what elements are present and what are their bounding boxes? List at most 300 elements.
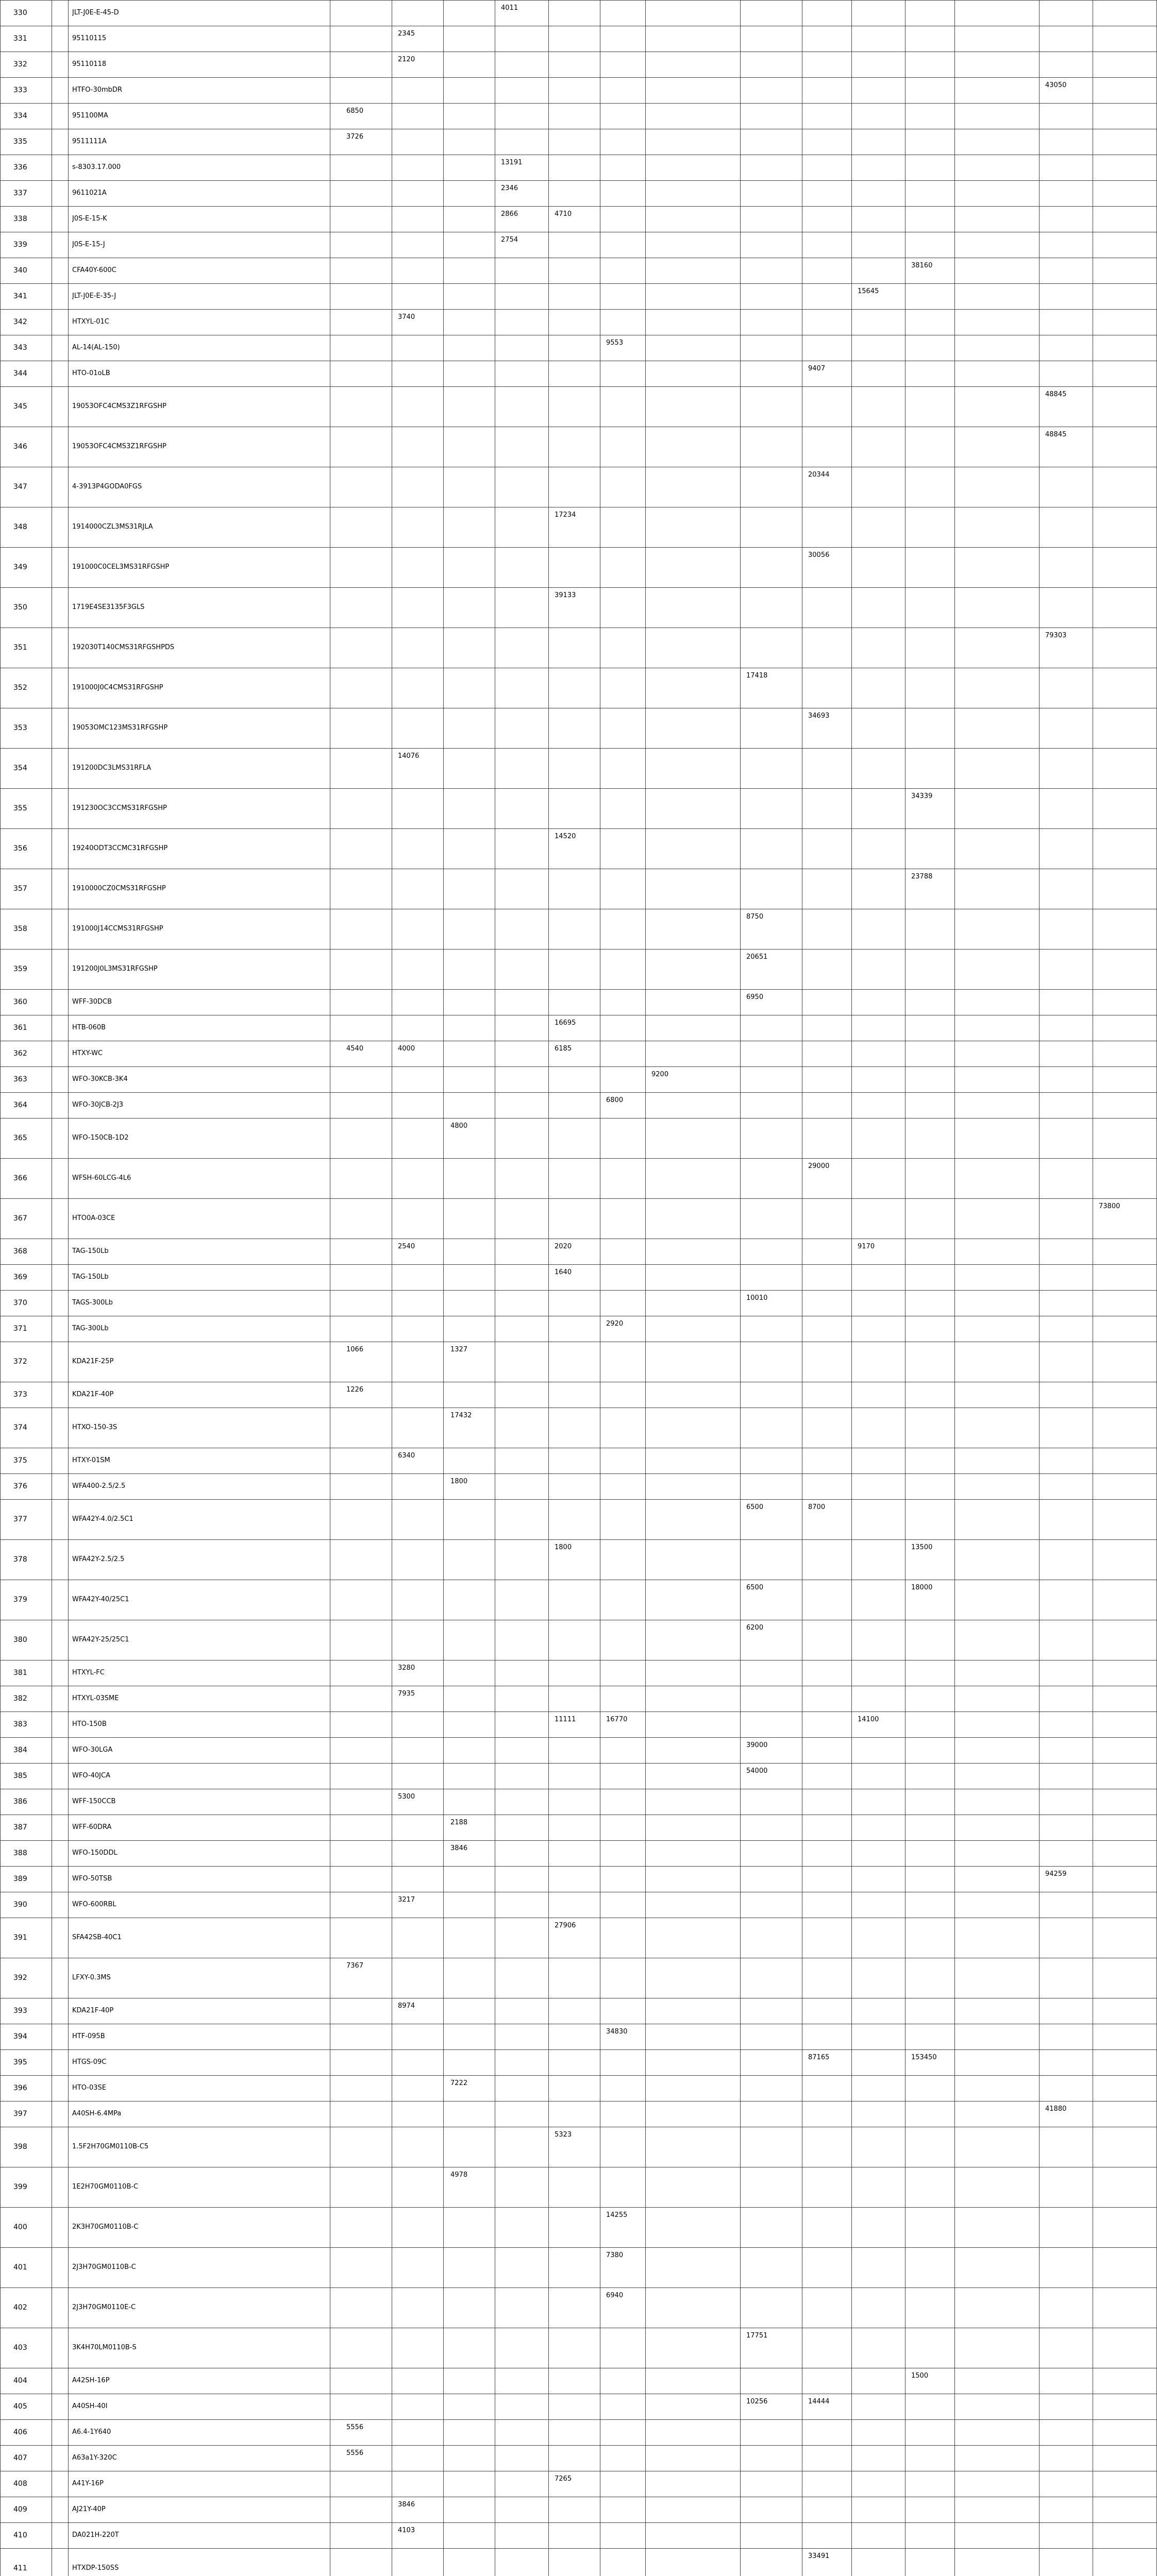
price-value: 6185 [555,1045,572,1052]
price-value: 54000 [746,1768,768,1774]
table-row [0,2049,1157,2076]
table-row [0,467,1157,507]
item-model: 19053OFC4CMS3Z1RFGSHP [72,403,166,410]
item-model: 1914000CZL3MS31RJLA [72,523,153,530]
item-model: 19240ODT3CCMC31RFGSHP [72,845,168,852]
row-number: 332 [13,61,27,68]
row-number: 375 [13,1457,27,1464]
table-row [0,1789,1157,1815]
price-value: 1800 [450,1478,468,1485]
row-number: 385 [13,1772,27,1780]
item-model: 9511111A [72,138,107,145]
table-row [0,1408,1157,1448]
price-value: 5300 [398,1793,415,1800]
row-number: 407 [13,2454,27,2462]
table-row [0,507,1157,548]
price-value: 14255 [606,2212,628,2218]
row-number: 369 [13,1274,27,1281]
price-value: 8700 [808,1504,826,1511]
row-number: 362 [13,1050,27,1057]
table-row [0,26,1157,52]
price-value: 34830 [606,2028,628,2035]
table-row [0,206,1157,232]
row-number: 403 [13,2344,27,2351]
item-model: HTO-03SE [72,2084,107,2091]
row-number: 406 [13,2429,27,2436]
table-row [0,2127,1157,2167]
item-model: HTXYL-03SME [72,1695,119,1702]
table-row [0,1620,1157,1660]
price-value: 16770 [606,1716,628,1723]
item-model: HTXO-150-3S [72,1424,118,1431]
table-row [0,788,1157,829]
row-number: 356 [13,845,27,852]
price-value: 17432 [450,1412,472,1419]
price-value: 8974 [398,2003,415,2009]
price-value: 5556 [346,2424,364,2431]
row-number: 354 [13,765,27,772]
table-row [0,989,1157,1015]
table-row [0,2328,1157,2368]
item-model: WFA42Y-4.0/2.5C1 [72,1516,133,1522]
price-value: 6340 [398,1452,415,1459]
price-value: 7367 [346,1962,364,1969]
price-value: 14444 [808,2398,830,2405]
item-model: HTXDP-150SS [72,2565,119,2571]
item-model: TAG-150Lb [72,1274,109,1280]
item-model: CFA40Y-600C [72,267,116,274]
table-row [0,180,1157,207]
price-value: 7222 [450,2080,468,2087]
table-row [0,1660,1157,1686]
row-number: 366 [13,1175,27,1182]
table-row [0,2522,1157,2549]
row-number: 408 [13,2480,27,2487]
price-value: 6800 [606,1097,624,1104]
table-row [0,2101,1157,2127]
item-model: TAG-300Lb [72,1325,109,1332]
table-row [0,1382,1157,1408]
item-model: 1E2H70GM0110B-C [72,2183,139,2190]
row-number: 389 [13,1875,27,1883]
item-model: A40SH-40I [72,2403,108,2410]
row-number: 373 [13,1391,27,1398]
table-row [0,0,1157,26]
table-row [0,668,1157,708]
price-value: 2866 [501,211,518,217]
row-number: 372 [13,1358,27,1365]
price-value: 8750 [746,913,764,920]
row-number: 336 [13,164,27,171]
price-value: 3846 [398,2501,415,2508]
row-number: 380 [13,1636,27,1643]
item-model: J0S-E-15-K [72,215,107,222]
table-row [0,1539,1157,1580]
item-model: AL-14(AL-150) [72,344,120,351]
price-value: 23788 [911,873,933,880]
price-value: 4800 [450,1123,468,1129]
price-value: 48845 [1045,391,1067,398]
price-value: 5323 [555,2131,572,2138]
item-model: HTO-150B [72,1721,107,1727]
price-value: 2754 [501,236,518,243]
table-row [0,587,1157,628]
row-number: 392 [13,1974,27,1981]
table-row [0,283,1157,310]
row-number: 347 [13,483,27,490]
row-number: 384 [13,1747,27,1754]
table-row [0,949,1157,990]
price-value: 4011 [501,5,518,11]
item-model: 191200J0L3MS31RFGSHP [72,965,158,972]
table-row [0,386,1157,427]
price-value: 3740 [398,314,415,320]
table-row [0,1239,1157,1265]
table-row [0,1686,1157,1712]
item-model: 2J3H70GM0110E-C [72,2304,136,2311]
row-number: 367 [13,1215,27,1222]
price-value: 43050 [1045,82,1067,89]
item-model: 4-3913P4GODA0FGS [72,483,142,490]
row-number: 344 [13,370,27,377]
table-row [0,1840,1157,1867]
price-value: 2345 [398,30,415,37]
row-number: 404 [13,2377,27,2384]
price-value: 87165 [808,2054,830,2061]
price-value: 3217 [398,1896,415,1903]
price-value: 79303 [1045,632,1067,639]
table-row [0,1198,1157,1239]
item-model: JLT-J0E-E-45-D [72,9,119,16]
price-value: 4000 [398,1045,415,1052]
price-value: 9553 [606,340,624,346]
item-model: WFA42Y-25/25C1 [72,1636,129,1643]
item-model: KDA21F-25P [72,1358,114,1365]
row-number: 349 [13,564,27,571]
row-number: 377 [13,1516,27,1523]
item-model: WFF-30DCB [72,998,112,1005]
item-model: WFF-150CCB [72,1798,116,1805]
table-row [0,1066,1157,1093]
price-value: 94259 [1045,1871,1067,1877]
price-value: 39000 [746,1742,768,1749]
item-model: 95110115 [72,35,107,42]
item-model: WFO-30LGA [72,1747,113,1753]
price-value: 10010 [746,1295,768,1301]
item-model: DA021H-220T [72,2532,119,2538]
row-number: 339 [13,241,27,248]
item-model: HTXYL-01C [72,318,109,325]
row-number: 396 [13,2084,27,2092]
price-value: 1800 [555,1544,572,1551]
price-value: 2020 [555,1243,572,1250]
item-model: HTO-01oLB [72,370,110,377]
table-row [0,1290,1157,1316]
table-row [0,1015,1157,1041]
row-number: 340 [13,267,27,274]
row-number: 374 [13,1424,27,1431]
table-row [0,1092,1157,1118]
price-value: 6950 [746,994,764,1001]
item-model: JLT-J0E-E-35-J [72,293,116,299]
item-model: WFO-50TSB [72,1875,112,1882]
price-value: 2346 [501,185,518,192]
row-number: 353 [13,724,27,732]
row-number: 346 [13,443,27,450]
item-model: HTXYL-FC [72,1669,105,1676]
item-model: 19053OFC4CMS3Z1RFGSHP [72,443,166,450]
table-row [0,2497,1157,2523]
price-value: 2188 [450,1819,468,1826]
item-model: HTGS-09C [72,2059,107,2065]
item-model: A42SH-16P [72,2377,110,2384]
row-number: 345 [13,403,27,410]
row-number: 394 [13,2033,27,2040]
table-row [0,258,1157,284]
price-value: 6500 [746,1584,764,1591]
price-value: 9200 [651,1071,669,1078]
item-model: 192030T140CMS31RFGSHPDS [72,644,175,651]
price-value: 2120 [398,56,415,63]
row-number: 337 [13,190,27,197]
table-row [0,361,1157,387]
price-value: 48845 [1045,431,1067,438]
item-model: 9611021A [72,190,107,196]
item-model: WFF-60DRA [72,1824,112,1831]
row-number: 370 [13,1299,27,1307]
row-number: 390 [13,1901,27,1908]
item-model: A63a1Y-320C [72,2454,117,2461]
item-model: 191000J14CCMS31RFGSHP [72,925,163,932]
price-value: 16695 [555,1020,576,1026]
price-value: 15645 [858,288,879,295]
table-row [0,628,1157,668]
table-row [0,547,1157,588]
price-value: 29000 [808,1163,830,1170]
table-row [0,155,1157,181]
table-row [0,1118,1157,1159]
row-number: 405 [13,2403,27,2410]
table-row [0,232,1157,258]
table-row [0,2471,1157,2497]
table-row [0,2024,1157,2050]
item-model: J0S-E-15-J [72,241,105,248]
row-number: 399 [13,2183,27,2191]
item-model: HTXY-01SM [72,1457,110,1464]
table-row [0,1866,1157,1892]
price-value: 4103 [398,2527,415,2534]
price-value: 1500 [911,2372,929,2379]
price-value: 10256 [746,2398,768,2405]
price-value: 18000 [911,1584,933,1591]
price-value: 4978 [450,2172,468,2178]
row-number: 371 [13,1325,27,1332]
table-row [0,1041,1157,1067]
price-value: 34339 [911,793,933,800]
row-number: 355 [13,805,27,812]
price-value: 6200 [746,1624,764,1631]
table-row [0,1316,1157,1342]
item-model: s-8303.17.000 [72,164,121,171]
row-number: 348 [13,523,27,531]
table-row [0,2207,1157,2248]
row-number: 382 [13,1695,27,1702]
price-value: 20344 [808,471,830,478]
table-row [0,1342,1157,1382]
row-number: 364 [13,1101,27,1109]
item-model: HTF-095B [72,2033,105,2040]
price-value: 73800 [1099,1203,1120,1210]
price-value: 11111 [555,1716,576,1723]
table-row [0,1158,1157,1199]
row-number: 363 [13,1076,27,1083]
row-number: 381 [13,1669,27,1676]
row-number: 401 [13,2264,27,2271]
item-model: A6.4-1Y640 [72,2429,111,2435]
price-value: 17234 [555,512,576,518]
item-model: 3K4H70LM0110B-S [72,2344,137,2351]
row-number: 351 [13,644,27,651]
table-row [0,1473,1157,1500]
price-value: 153450 [911,2054,937,2061]
table-row [0,1918,1157,1958]
table-row [0,2548,1157,2576]
table-row [0,129,1157,155]
price-value: 7935 [398,1690,415,1697]
row-number: 379 [13,1596,27,1603]
table-row [0,335,1157,361]
row-number: 395 [13,2059,27,2066]
row-number: 342 [13,318,27,326]
price-value: 14100 [858,1716,879,1723]
item-model: WFO-600RBL [72,1901,116,1908]
row-number: 338 [13,215,27,223]
row-number: 409 [13,2506,27,2513]
row-number: 360 [13,998,27,1006]
table-row [0,828,1157,869]
price-value: 5556 [346,2450,364,2456]
row-number: 376 [13,1483,27,1490]
price-value: 39133 [555,592,576,599]
table-row [0,2247,1157,2288]
item-model: 2J3H70GM0110B-C [72,2264,136,2270]
item-model: 191000J0C4CMS31RFGSHP [72,684,163,691]
price-value: 1226 [346,1386,364,1393]
price-value: 30056 [808,552,830,558]
item-model: WFA400-2.5/2.5 [72,1483,126,1489]
price-value: 34693 [808,713,830,719]
item-model: LFXY-0.3MS [72,1974,111,1981]
price-value: 9407 [808,365,826,372]
price-value: 3280 [398,1665,415,1671]
table-row [0,1264,1157,1291]
row-number: 397 [13,2110,27,2117]
item-model: 951100MA [72,112,108,119]
table-row [0,2445,1157,2471]
price-value: 6500 [746,1504,764,1511]
row-number: 330 [13,9,27,16]
row-number: 383 [13,1721,27,1728]
item-model: 191230OC3CCMS31RFGSHP [72,805,167,811]
item-model: 95110118 [72,61,107,67]
price-value: 2920 [606,1320,624,1327]
row-number: 378 [13,1556,27,1563]
row-number: 411 [13,2565,27,2572]
item-model: 191200DC3LMS31RFLA [72,765,152,771]
price-value: 1327 [450,1346,468,1353]
row-number: 350 [13,604,27,611]
item-model: TAGS-300Lb [72,1299,113,1306]
row-number: 402 [13,2304,27,2311]
item-model: A41Y-16P [72,2480,104,2487]
table-row [0,1580,1157,1620]
item-model: WFO-30JCB-2J3 [72,1101,124,1108]
item-model: 1.5F2H70GM0110B-C5 [72,2143,149,2150]
price-value: 17418 [746,672,768,679]
item-model: 1719E4SE3135F3GLS [72,604,145,611]
row-number: 361 [13,1024,27,1031]
row-number: 393 [13,2007,27,2014]
table-row [0,52,1157,78]
table-row [0,309,1157,335]
price-value: 4710 [555,211,572,217]
row-number: 387 [13,1824,27,1831]
item-model: HTB-060B [72,1024,106,1031]
item-model: WFO-30KCB-3K4 [72,1076,128,1082]
price-value: 7380 [606,2252,624,2259]
price-value: 3726 [346,133,364,140]
price-value: 41880 [1045,2106,1067,2112]
item-model: WFO-150DDL [72,1850,118,1856]
row-number: 365 [13,1134,27,1142]
row-number: 343 [13,344,27,351]
item-model: WFO-40JCA [72,1772,110,1779]
price-value: 3846 [450,1845,468,1852]
row-number: 391 [13,1934,27,1941]
row-number: 333 [13,87,27,94]
table-row [0,2368,1157,2394]
table-row [0,2419,1157,2446]
table-row [0,748,1157,789]
price-value: 13191 [501,159,523,166]
item-model: WFA42Y-40/25C1 [72,1596,129,1603]
item-model: 1910000CZ0CMS31RFGSHP [72,885,166,892]
item-model: WFSH-60LCG-4L6 [72,1175,131,1181]
table-row [0,869,1157,909]
table-row [0,1763,1157,1789]
price-value: 14076 [398,753,420,759]
row-number: 334 [13,112,27,120]
price-value: 6940 [606,2292,624,2299]
row-number: 368 [13,1248,27,1255]
item-model: HTXY-WC [72,1050,103,1057]
row-number: 359 [13,965,27,973]
item-model: WFA42Y-2.5/2.5 [72,1556,125,1563]
price-value: 4540 [346,1045,364,1052]
table-row [0,77,1157,104]
item-model: SFA42SB-40C1 [72,1934,122,1941]
table-row [0,1499,1157,1540]
table-row [0,103,1157,129]
row-number: 400 [13,2224,27,2231]
item-model: WFO-150CB-1D2 [72,1134,129,1141]
item-model: AJ21Y-40P [72,2506,106,2513]
row-number: 335 [13,138,27,145]
price-value: 14520 [555,833,576,840]
row-number: 341 [13,293,27,300]
table-row [0,1815,1157,1841]
row-number: 358 [13,925,27,933]
